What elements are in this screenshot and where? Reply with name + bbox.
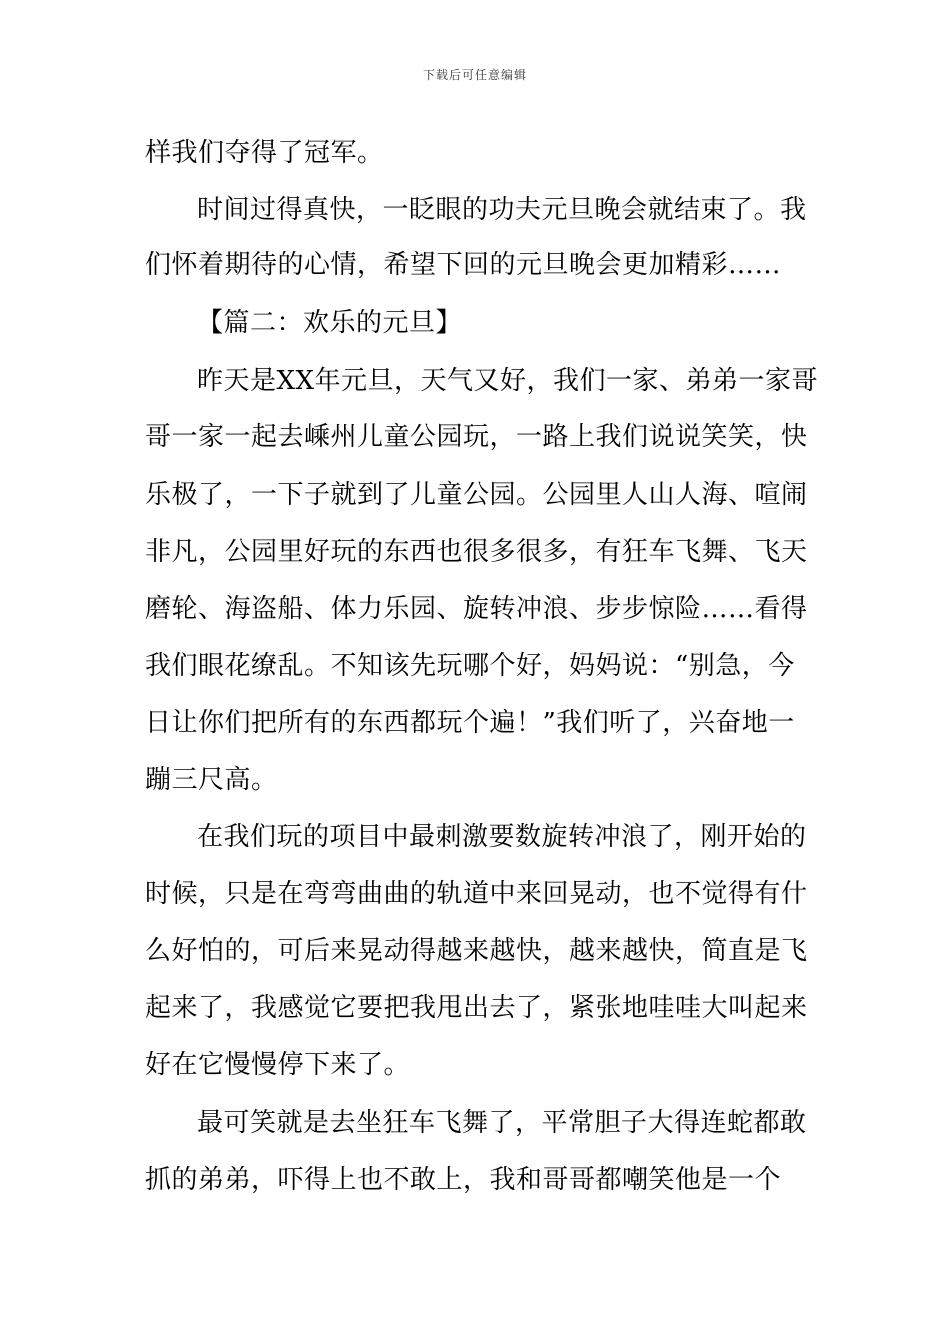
text-line: 磨轮、海盗船、体力乐园、旋转冲浪、步步惊险……看得 [145, 594, 808, 624]
text-line: 非凡，公园里好玩的东西也很多很多，有狂车飞舞、飞天 [145, 537, 808, 567]
text-line: 起来了，我感觉它要把我甩出去了，紧张地哇哇大叫起来 [145, 993, 808, 1023]
text-line: 昨天是XX年元旦，天气又好，我们一家、弟弟一家哥 [197, 366, 819, 396]
page-header: 下载后可任意编辑 [422, 68, 527, 82]
text-line: 蹦三尺高。 [145, 765, 278, 795]
text-line: 时间过得真快，一眨眼的功夫元旦晚会就结束了。我 [197, 195, 807, 225]
text-line: 在我们玩的项目中最刺激要数旋转冲浪了，刚开始的 [197, 822, 807, 852]
section-heading: 【篇二：欢乐的元旦】 [197, 308, 463, 338]
text-line: 日让你们把所有的东西都玩个遍！”我们听了，兴奋地一 [145, 708, 795, 738]
text-line: 最可笑就是去坐狂车飞舞了，平常胆子大得连蛇都敢 [197, 1108, 807, 1138]
text-line: 我们眼花缭乱。不知该先玩哪个好，妈妈说：“别急，今 [145, 651, 795, 681]
text-line: 时候，只是在弯弯曲曲的轨道中来回晃动，也不觉得有什 [145, 879, 808, 909]
text-line: 们怀着期待的心情，希望下回的元旦晚会更加精彩…… [145, 250, 782, 280]
text-line: 好在它慢慢停下来了。 [145, 1050, 411, 1080]
text-line: 么好怕的，可后来晃动得越来越快，越来越快，简直是飞 [145, 936, 808, 966]
text-line: 抓的弟弟，吓得上也不敢上，我和哥哥都嘲笑他是一个 [145, 1165, 782, 1195]
text-line: 哥一家一起去嵊州儿童公园玩，一路上我们说说笑笑，快 [145, 422, 808, 452]
text-line: 样我们夺得了冠军。 [145, 138, 384, 168]
text-line: 乐极了，一下子就到了儿童公园。公园里人山人海、喧闹 [145, 480, 808, 510]
